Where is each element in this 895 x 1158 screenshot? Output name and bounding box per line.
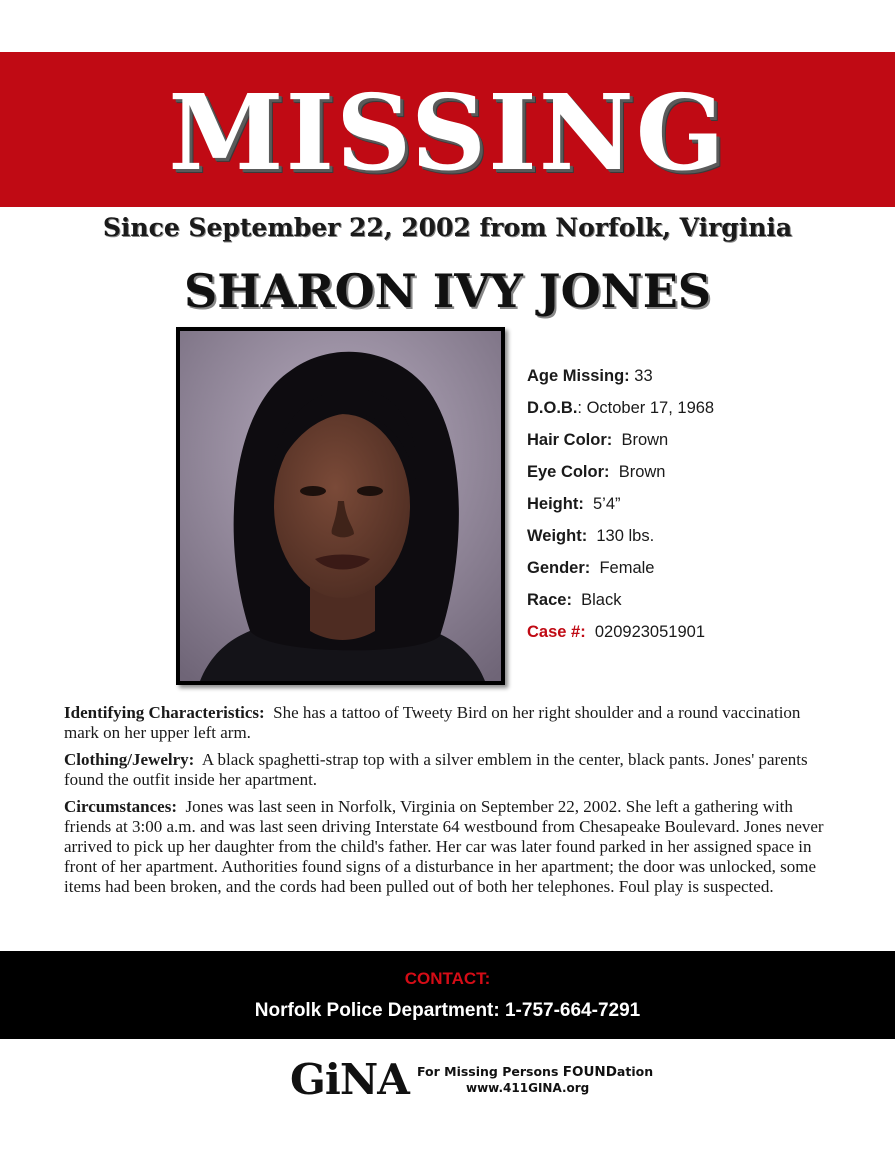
fact-case-number: Case #: 020923051901 [527,623,705,641]
clothing-jewelry: Clothing/Jewelry: A black spaghetti-strap top with a silver emblem in the center, black pants. Jones' parents found the outfit inside her apartment. [64,750,808,789]
person-name: SHARON IVY JONES [184,264,711,318]
description-section [64,703,839,904]
gina-url-link[interactable]: www.411GINA.org [466,1081,590,1095]
fact-weight: Weight: 130 lbs. [527,527,655,545]
footer-logo-block [290,1055,654,1104]
circumstances: Circumstances: Jones was last seen in Norfolk, Virginia on September 22, 2002. She left a gathering with friends at 3:00 a.m. and was last seen driving Interstate 64 westbound from Chesapeake Boulevard. Jones never arrived to pick up her daughter from the child's father. Her car was later found parked in her assigned space in front of her apartment. Authorities found signs of a disturbance in her apartment; the door was unlocked, some items had been broken, and the cords had been pulled out of both her telephones. Foul play is suspected. [64,797,824,896]
fact-dob: D.O.B.: October 17, 1968 [527,399,715,417]
identifying-characteristics: Identifying Characteristics: She has a tattoo of Tweety Bird on her right shoulder and a round vaccination mark on her upper left arm. [64,703,801,742]
facts-list [527,365,714,653]
contact-label: CONTACT: [404,969,491,988]
portrait-photo [176,327,505,685]
fact-height: Height: 5’4” [527,495,621,513]
fact-gender: Gender: Female [527,559,655,577]
fact-age: Age Missing: 33 [527,367,653,385]
missing-since-line: Since September 22, 2002 from Norfolk, Virginia [102,213,793,242]
gina-tagline: For Missing Persons FOUNDation [417,1064,654,1080]
missing-banner [0,52,895,207]
missing-title: MISSING [168,70,727,194]
contact-phone[interactable]: Norfolk Police Department: 1-757-664-7291 [254,1000,641,1021]
fact-race: Race: Black [527,591,622,609]
portrait-illustration [180,331,501,681]
contact-bar [0,951,895,1039]
gina-logo: GiNA [290,1055,409,1104]
fact-hair-color: Hair Color: Brown [527,431,669,449]
fact-eye-color: Eye Color: Brown [527,463,666,481]
